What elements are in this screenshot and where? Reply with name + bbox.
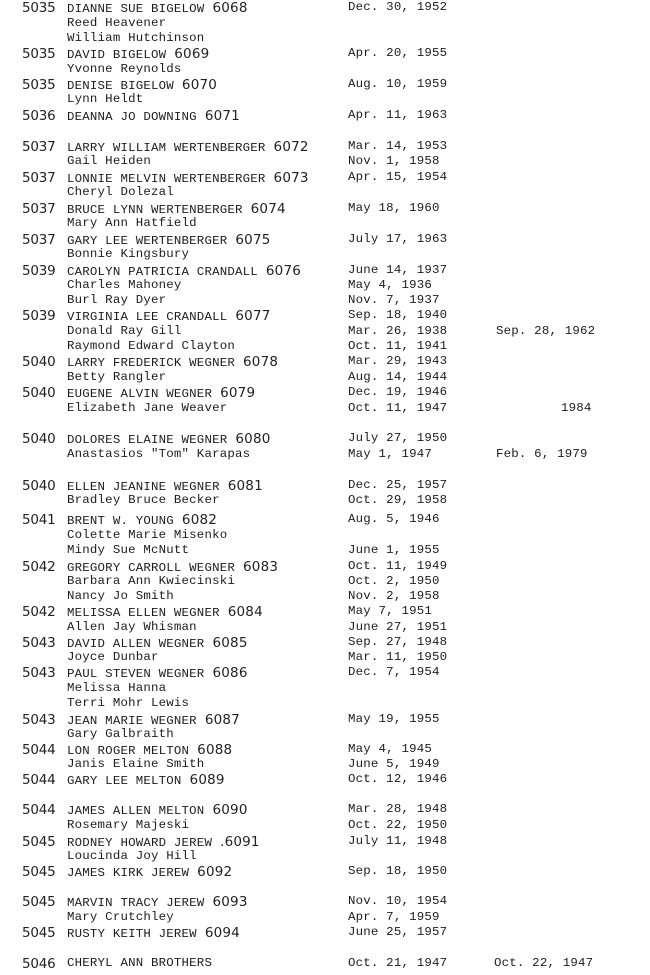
entry-row [0, 62, 650, 78]
person-name [67, 308, 271, 324]
person-name-text: DAVID BIGELOW [67, 48, 167, 62]
entry-row [0, 894, 650, 910]
person-number: 6087 [204, 712, 240, 728]
person-name-text: DENISE BIGELOW [67, 79, 174, 93]
page-number: 5035 [22, 0, 56, 16]
person-name-text: Yvonne Reynolds [67, 62, 182, 76]
entry-row [0, 293, 650, 309]
person-name [67, 528, 227, 542]
person-name-text: GARY LEE MELTON [67, 774, 182, 788]
person-name [67, 401, 227, 415]
person-name-text: Loucinda Joy Hill [67, 849, 197, 863]
entry-row [0, 650, 650, 666]
date: Nov. 7, 1937 [348, 293, 440, 307]
person-name [67, 696, 189, 710]
page-number: 5037 [22, 201, 56, 217]
entry-row [0, 493, 650, 509]
person-name-text: Colette Marie Misenko [67, 528, 228, 542]
person-number: 6074 [250, 201, 286, 217]
entry-row [0, 46, 650, 62]
entry-row [0, 574, 650, 590]
date: Oct. 11, 1941 [348, 339, 448, 353]
date: Sep. 18, 1950 [348, 864, 448, 878]
person-name [67, 92, 143, 106]
person-name [67, 665, 248, 681]
person-name [67, 263, 301, 279]
date: Aug. 5, 1946 [348, 512, 440, 526]
page-number: 5044 [22, 802, 56, 818]
person-name-text: Joyce Dunbar [67, 650, 159, 664]
entry-row [0, 543, 650, 559]
person-name [67, 620, 197, 634]
person-name [67, 574, 235, 588]
person-number: 6092 [197, 864, 233, 880]
entry-row [0, 247, 650, 263]
entry-row [0, 401, 650, 417]
person-name-text: Allen Jay Whisman [67, 620, 197, 634]
person-name [67, 62, 182, 76]
date: May 19, 1955 [348, 712, 440, 726]
person-name [67, 681, 166, 695]
person-number: .6091 [220, 834, 260, 850]
page-number: 5044 [22, 742, 56, 758]
entry-row [0, 772, 650, 788]
page-number: 5036 [22, 108, 56, 124]
page-number: 5042 [22, 604, 56, 620]
date: Oct. 11, 1947 [348, 401, 448, 415]
date: Mar. 29, 1943 [348, 354, 448, 368]
date: Dec. 30, 1952 [348, 0, 448, 14]
entry-row [0, 478, 650, 494]
entry-row [0, 385, 650, 401]
person-name-text: DEANNA JO DOWNING [67, 110, 197, 124]
person-number: 6070 [181, 77, 218, 93]
person-name-text: CAROLYN PATRICIA CRANDALL [67, 265, 258, 279]
date: Oct. 11, 1949 [348, 559, 448, 573]
person-name-text: BRENT W. YOUNG [67, 514, 174, 528]
entry-row [0, 278, 650, 294]
person-name-text: EUGENE ALVIN WEGNER [67, 387, 213, 401]
date: Dec. 7, 1954 [348, 665, 440, 679]
date: July 17, 1963 [348, 232, 448, 246]
entry-row [0, 16, 650, 32]
person-name [67, 727, 174, 741]
date: May 18, 1960 [348, 201, 440, 215]
date: Dec. 25, 1957 [348, 478, 448, 492]
person-name-text: Mindy Sue McNutt [67, 543, 190, 557]
person-name [67, 493, 220, 507]
entry-row [0, 370, 650, 386]
page-number: 5037 [22, 139, 56, 155]
person-name-text: BRUCE LYNN WERTENBERGER [67, 203, 243, 217]
secondary-date: 1984 [561, 401, 592, 415]
person-name [67, 385, 255, 401]
date: Nov. 2, 1958 [348, 589, 440, 603]
date: June 27, 1951 [348, 620, 448, 634]
entry-row [0, 339, 650, 355]
person-name [67, 818, 189, 832]
entry-row [0, 0, 650, 16]
person-name-text: LARRY FREDERICK WEGNER [67, 356, 235, 370]
person-name [67, 77, 217, 93]
person-name-text: Cheryl Dolezal [67, 185, 174, 199]
person-number: 6075 [235, 232, 271, 248]
person-number: 6086 [212, 665, 248, 681]
person-number: 6079 [220, 385, 256, 401]
person-name-text: LARRY WILLIAM WERTENBERGER [67, 141, 266, 155]
person-name-text: RUSTY KEITH JEREW [67, 927, 197, 941]
person-name [67, 712, 240, 728]
entry-row [0, 263, 650, 279]
person-name-text: Betty Rangler [67, 370, 167, 384]
person-number: 6076 [265, 263, 302, 279]
secondary-date: Feb. 6, 1979 [496, 447, 588, 461]
person-name [67, 339, 235, 353]
person-name-text: DAVID ALLEN WEGNER [67, 637, 205, 651]
person-name [67, 589, 174, 603]
entry-row [0, 849, 650, 865]
page-number: 5045 [22, 894, 56, 910]
person-number: 6080 [235, 431, 271, 447]
page-number: 5040 [22, 478, 56, 494]
date: Mar. 28, 1948 [348, 802, 448, 816]
entry-row [0, 681, 650, 697]
date: Aug. 14, 1944 [348, 370, 448, 384]
person-name [67, 154, 151, 168]
entry-row [0, 802, 650, 818]
person-name [67, 849, 197, 863]
date: May 7, 1951 [348, 604, 432, 618]
person-name [67, 802, 248, 818]
entry-row [0, 512, 650, 528]
date: Oct. 21, 1947 [348, 956, 448, 970]
entry-row [0, 108, 650, 124]
entry-row [0, 31, 650, 47]
person-name [67, 216, 197, 230]
date: Sep. 27, 1948 [348, 635, 448, 649]
entry-row [0, 956, 650, 972]
person-name [67, 910, 174, 924]
entry-row [0, 528, 650, 544]
entry-row [0, 864, 650, 880]
person-name [67, 956, 212, 970]
person-name-text: DIANNE SUE BIGELOW [67, 2, 205, 16]
page-number: 5045 [22, 925, 56, 941]
person-name [67, 170, 309, 186]
date: Oct. 29, 1958 [348, 493, 448, 507]
date: May 1, 1947 [348, 447, 432, 461]
person-name [67, 278, 182, 292]
page-number: 5043 [22, 665, 56, 681]
date: Mar. 11, 1950 [348, 650, 448, 664]
date: June 14, 1937 [348, 263, 448, 277]
person-name-text: Anastasios "Tom" Karapas [67, 447, 251, 461]
person-name [67, 559, 278, 575]
person-number: 6094 [204, 925, 240, 941]
person-number: 6068 [212, 0, 248, 16]
date: Apr. 11, 1963 [348, 108, 448, 122]
person-name-text: JEAN MARIE WEGNER [67, 714, 197, 728]
person-number: 6082 [181, 512, 218, 528]
person-name-text: JAMES KIRK JEREW [67, 866, 190, 880]
entry-row [0, 834, 650, 850]
person-name-text: MELISSA ELLEN WEGNER [67, 606, 220, 620]
entry-row [0, 559, 650, 575]
person-name [67, 201, 286, 217]
date: Dec. 19, 1946 [348, 385, 448, 399]
person-name [67, 139, 309, 155]
person-name-text: JAMES ALLEN MELTON [67, 804, 205, 818]
person-name [67, 108, 240, 124]
entry-row [0, 696, 650, 712]
person-number: 6077 [235, 308, 271, 324]
date: Oct. 2, 1950 [348, 574, 440, 588]
entry-row [0, 354, 650, 370]
person-name [67, 293, 166, 307]
person-name-text: CHERYL ANN BROTHERS [67, 956, 213, 970]
page-number: 5043 [22, 635, 56, 651]
date: Mar. 14, 1953 [348, 139, 448, 153]
page-number: 5045 [22, 834, 56, 850]
entry-row [0, 620, 650, 636]
person-name-text: Mary Ann Hatfield [67, 216, 197, 230]
page-number: 5044 [22, 772, 56, 788]
entry-row [0, 324, 650, 340]
entry-row [0, 216, 650, 232]
entry-row [0, 727, 650, 743]
entry-row [0, 742, 650, 758]
person-name-text: VIRGINIA LEE CRANDALL [67, 310, 228, 324]
page-number: 5040 [22, 354, 56, 370]
page-number: 5037 [22, 232, 56, 248]
person-name [67, 232, 271, 248]
person-name [67, 447, 250, 461]
entry-row [0, 308, 650, 324]
person-number: 6084 [227, 604, 263, 620]
person-name [67, 834, 260, 850]
person-number: 6069 [174, 46, 210, 62]
person-number: 6073 [273, 170, 309, 186]
person-name [67, 46, 209, 62]
entry-row [0, 185, 650, 201]
person-name [67, 431, 271, 447]
person-name [67, 370, 166, 384]
person-name-text: Barbara Ann Kwiecinski [67, 574, 235, 588]
entry-row [0, 712, 650, 728]
person-name-text: Charles Mahoney [67, 278, 182, 292]
person-name [67, 604, 263, 620]
date: Oct. 12, 1946 [348, 772, 448, 786]
person-number: 6083 [242, 559, 279, 575]
date: Mar. 26, 1938 [348, 324, 448, 338]
person-name [67, 772, 225, 788]
entry-row [0, 925, 650, 941]
person-name [67, 512, 217, 528]
page-number: 5043 [22, 712, 56, 728]
entry-row [0, 818, 650, 834]
page-number: 5045 [22, 864, 56, 880]
person-name [67, 0, 248, 16]
entry-row [0, 447, 650, 463]
person-name [67, 543, 189, 557]
page-number: 5035 [22, 46, 56, 62]
entry-row [0, 665, 650, 681]
person-name [67, 742, 232, 758]
person-name [67, 324, 182, 338]
page-number: 5046 [22, 956, 56, 972]
person-name [67, 864, 232, 880]
entry-row [0, 154, 650, 170]
date: Aug. 10, 1959 [348, 77, 448, 91]
date: May 4, 1945 [348, 742, 432, 756]
person-name-text: Janis Elaine Smith [67, 757, 205, 771]
person-name-text: Bradley Bruce Becker [67, 493, 220, 507]
person-number: 6089 [189, 772, 225, 788]
page-number: 5041 [22, 512, 56, 528]
person-name [67, 478, 263, 494]
person-number: 6093 [212, 894, 248, 910]
date: June 1, 1955 [348, 543, 440, 557]
date: Oct. 22, 1950 [348, 818, 448, 832]
entry-row [0, 170, 650, 186]
page-number: 5037 [22, 170, 56, 186]
person-number: 6085 [212, 635, 248, 651]
person-name-text: RODNEY HOWARD JEREW [67, 836, 213, 850]
secondary-date: Sep. 28, 1962 [496, 324, 596, 338]
date: May 4, 1936 [348, 278, 432, 292]
person-name-text: MARVIN TRACY JEREW [67, 896, 205, 910]
entry-row [0, 201, 650, 217]
person-name [67, 16, 166, 30]
page-number: 5040 [22, 431, 56, 447]
person-name [67, 650, 159, 664]
person-name-text: LON ROGER MELTON [67, 744, 190, 758]
page-number: 5035 [22, 77, 56, 93]
entry-row [0, 431, 650, 447]
page-number: 5040 [22, 385, 56, 401]
person-name [67, 757, 204, 771]
person-number: 6090 [212, 802, 248, 818]
person-name-text: Rosemary Majeski [67, 818, 190, 832]
person-name-text: Elizabeth Jane Weaver [67, 401, 228, 415]
entry-row [0, 910, 650, 926]
date: Nov. 1, 1958 [348, 154, 440, 168]
page-number: 5039 [22, 263, 56, 279]
person-name [67, 31, 204, 45]
entry-row [0, 604, 650, 620]
person-name [67, 354, 278, 370]
entry-row [0, 589, 650, 605]
person-number: 6071 [204, 108, 240, 124]
person-name [67, 247, 189, 261]
date: Apr. 15, 1954 [348, 170, 448, 184]
date: Nov. 10, 1954 [348, 894, 448, 908]
date: Apr. 20, 1955 [348, 46, 448, 60]
person-name-text: GREGORY CARROLL WEGNER [67, 561, 235, 575]
person-name-text: ELLEN JEANINE WEGNER [67, 480, 220, 494]
date: July 27, 1950 [348, 431, 448, 445]
entry-row [0, 232, 650, 248]
date: July 11, 1948 [348, 834, 448, 848]
entry-row [0, 139, 650, 155]
entry-row [0, 635, 650, 651]
person-name-text: Terri Mohr Lewis [67, 696, 190, 710]
person-name-text: LONNIE MELVIN WERTENBERGER [67, 172, 266, 186]
date: June 25, 1957 [348, 925, 448, 939]
date: Sep. 18, 1940 [348, 308, 448, 322]
entry-row [0, 757, 650, 773]
person-name-text: GARY LEE WERTENBERGER [67, 234, 228, 248]
person-name-text: PAUL STEVEN WEGNER [67, 667, 205, 681]
person-name-text: Nancy Jo Smith [67, 589, 174, 603]
person-name [67, 925, 240, 941]
person-name-text: Lynn Heldt [67, 92, 144, 106]
person-name-text: Raymond Edward Clayton [67, 339, 235, 353]
date: Apr. 7, 1959 [348, 910, 440, 924]
page-number: 5039 [22, 308, 56, 324]
person-name-text: Donald Ray Gill [67, 324, 182, 338]
person-name-text: Reed Heavener [67, 16, 167, 30]
person-name-text: DOLORES ELAINE WEGNER [67, 433, 228, 447]
person-name [67, 635, 248, 651]
date: June 5, 1949 [348, 757, 440, 771]
person-number: 6072 [273, 139, 309, 155]
person-name-text: Burl Ray Dyer [67, 293, 167, 307]
person-name-text: Gary Galbraith [67, 727, 174, 741]
person-name-text: William Hutchinson [67, 31, 205, 45]
page-number: 5042 [22, 559, 56, 575]
entry-row [0, 92, 650, 108]
person-name-text: Mary Crutchley [67, 910, 174, 924]
secondary-date: Oct. 22, 1947 [494, 956, 594, 970]
person-number: 6081 [227, 478, 263, 494]
person-number: 6078 [242, 354, 279, 370]
person-name [67, 894, 248, 910]
person-name-text: Gail Heiden [67, 154, 151, 168]
person-name [67, 185, 174, 199]
person-name-text: Bonnie Kingsbury [67, 247, 190, 261]
person-number: 6088 [197, 742, 233, 758]
entry-row [0, 77, 650, 93]
person-name-text: Melissa Hanna [67, 681, 167, 695]
